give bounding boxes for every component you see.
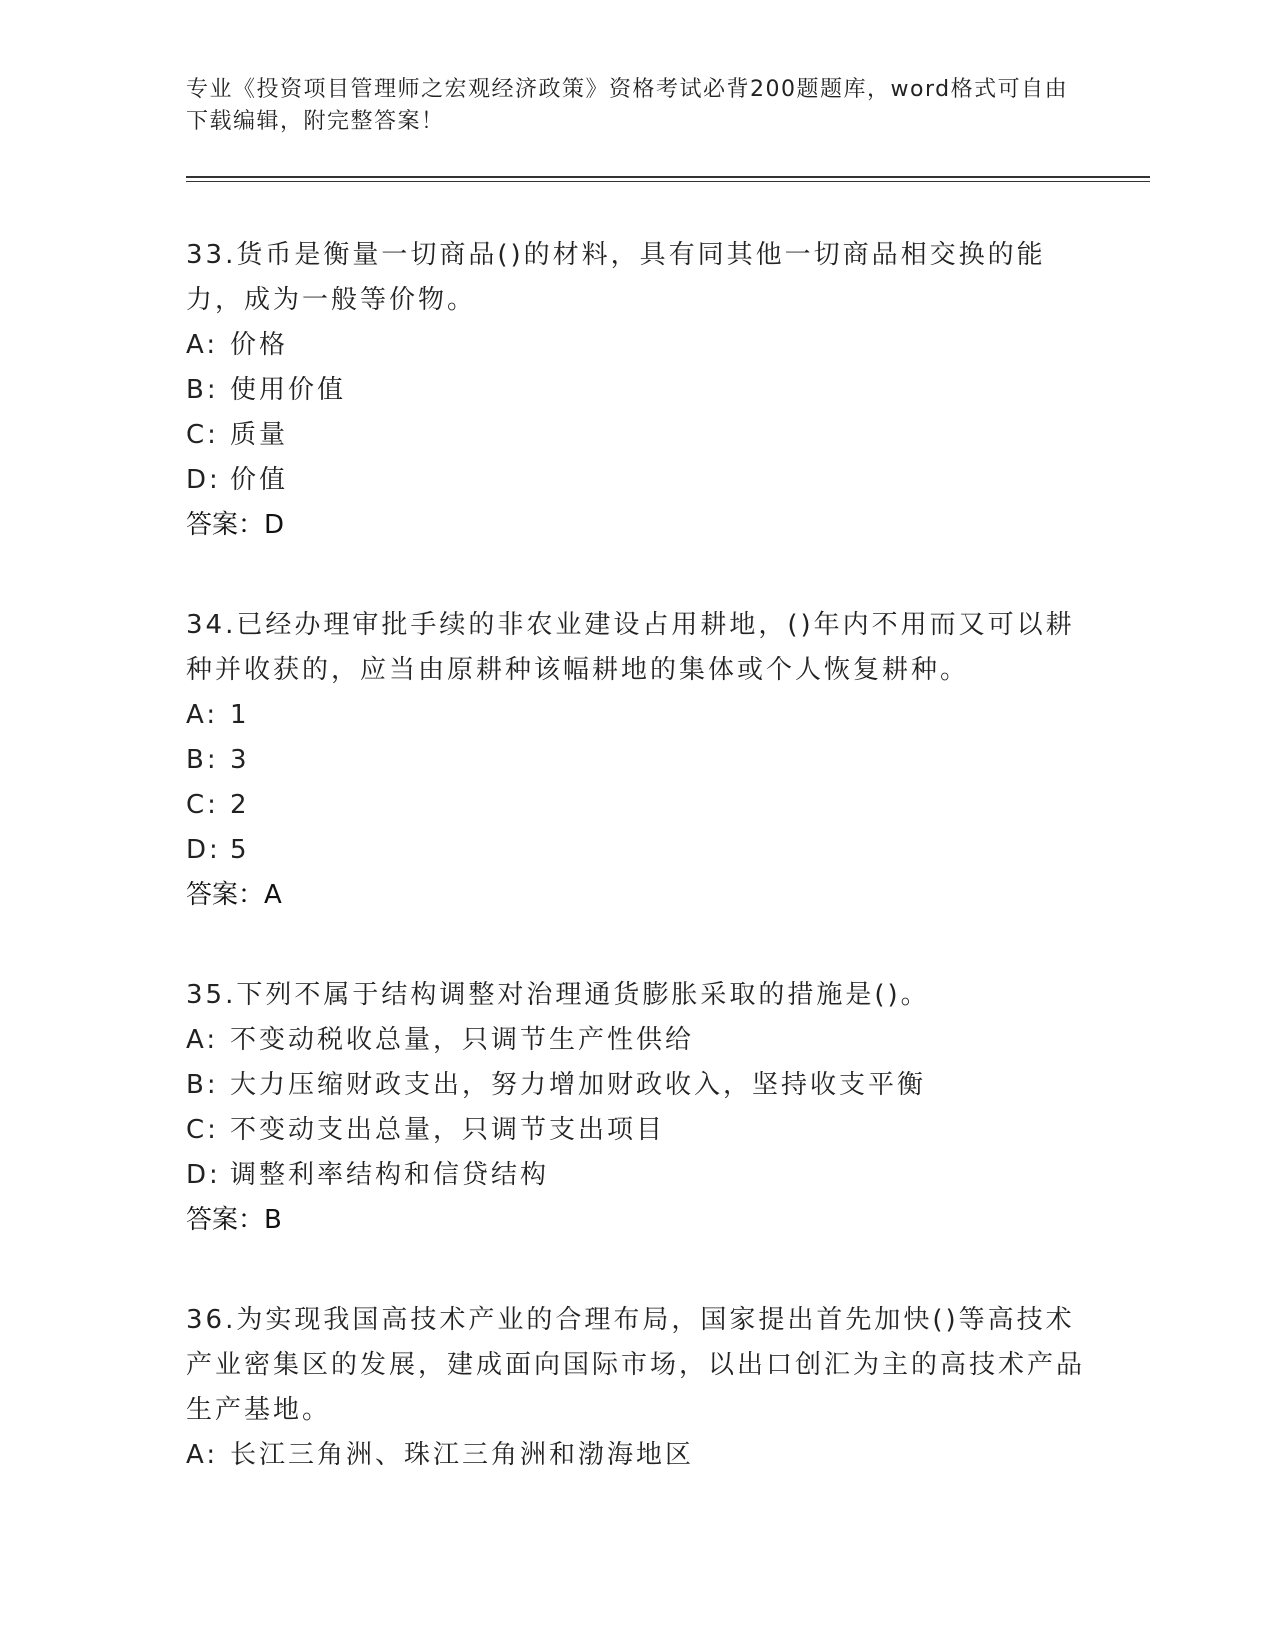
option-c [186,783,1086,828]
question-list [186,233,1086,1533]
option-text: 5 [230,835,250,865]
option-label: B: [186,375,219,405]
question-stem: 35.下列不属于结构调整对治理通货膨胀采取的措施是()。 [186,980,930,1010]
option-text: 长江三角洲、珠江三角洲和渤海地区 [230,1440,695,1470]
question-36 [186,1298,1086,1478]
option-label: A: [186,330,219,360]
option-d [186,458,1086,503]
question-35 [186,973,1086,1243]
option-c [186,413,1086,458]
option-text: 使用价值 [230,375,347,405]
option-text: 价格 [230,330,289,360]
answer: 答案：D [186,510,285,540]
header-divider-bottom [186,181,1150,182]
answer: 答案：A [186,880,282,910]
option-label: A: [186,700,219,730]
option-a [186,1433,1086,1478]
option-b [186,1063,1086,1108]
option-label: A: [186,1440,219,1470]
option-d [186,828,1086,873]
option-text: 1 [230,700,250,730]
option-b [186,738,1086,783]
option-a [186,323,1086,368]
document-header: 专业《投资项目管理师之宏观经济政策》资格考试必背200题题库，word格式可自由下载编辑，附完整答案！ [186,77,1069,134]
option-label: A: [186,1025,219,1055]
option-label: B: [186,1070,219,1100]
option-b [186,368,1086,413]
answer: 答案：B [186,1205,282,1235]
question-stem: 34.已经办理审批手续的非农业建设占用耕地，()年内不用而又可以耕种并收获的，应当由原耕种该幅耕地的集体或个人恢复耕种。 [186,610,1075,685]
option-c [186,1108,1086,1153]
option-text: 大力压缩财政支出，努力增加财政收入，坚持收支平衡 [230,1070,927,1100]
option-label: D: [186,1160,221,1190]
option-label: D: [186,465,221,495]
option-label: D: [186,835,221,865]
option-text: 价值 [230,465,289,495]
question-stem: 36.为实现我国高技术产业的合理布局，国家提出首先加快()等高技术产业密集区的发展，建成面向国际市场，以出口创汇为主的高技术产品生产基地。 [186,1305,1086,1425]
option-label: C: [186,1115,219,1145]
option-d [186,1153,1086,1198]
question-33 [186,233,1086,548]
option-a [186,1018,1086,1063]
option-text: 不变动支出总量，只调节支出项目 [230,1115,666,1145]
header-divider-top [186,176,1150,178]
option-text: 2 [230,790,250,820]
option-label: C: [186,790,219,820]
option-text: 质量 [230,420,289,450]
option-a [186,693,1086,738]
option-text: 3 [230,745,250,775]
question-stem: 33.货币是衡量一切商品()的材料，具有同其他一切商品相交换的能力，成为一般等价物。 [186,240,1046,315]
question-34 [186,603,1086,918]
option-text: 不变动税收总量，只调节生产性供给 [230,1025,695,1055]
option-label: C: [186,420,219,450]
option-label: B: [186,745,219,775]
option-text: 调整利率结构和信贷结构 [230,1160,550,1190]
